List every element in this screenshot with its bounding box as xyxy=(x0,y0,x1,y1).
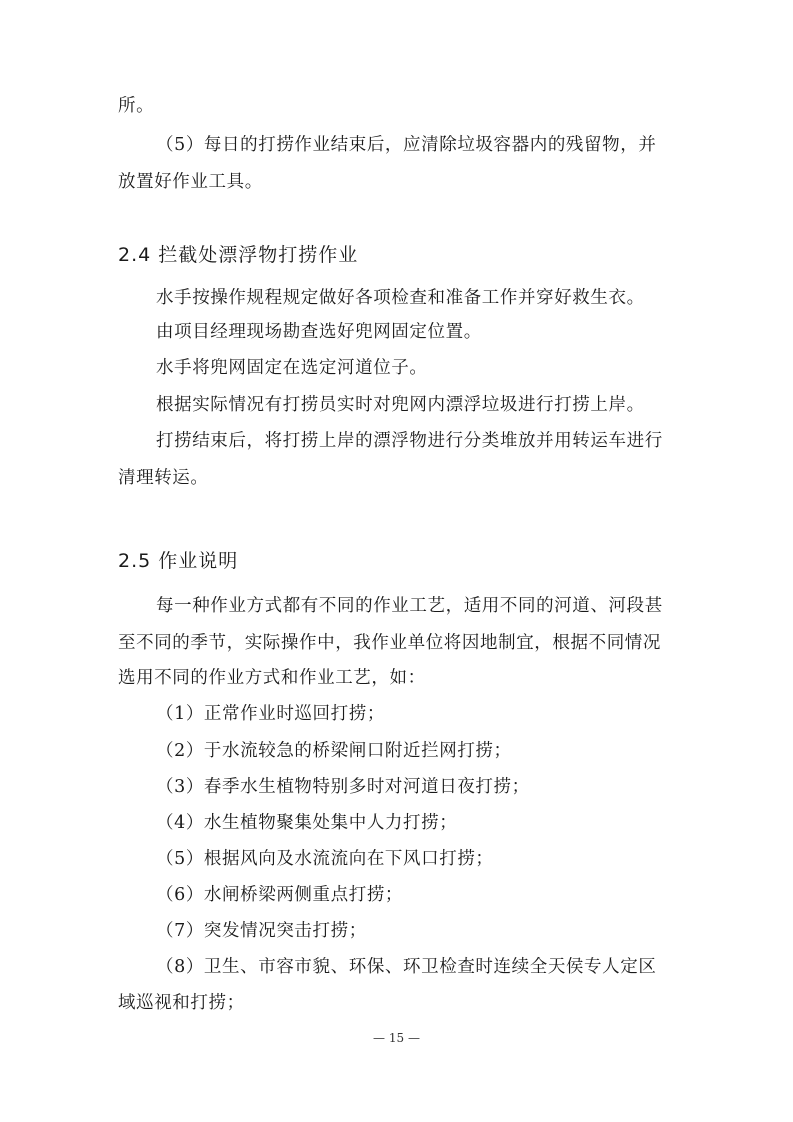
list-item: （7）突发情况突击打捞； xyxy=(156,921,367,941)
paragraph: 清理转运。 xyxy=(118,468,209,488)
paragraph: 至不同的季节，实际操作中，我作业单位将因地制宜，根据不同情况 xyxy=(118,633,661,653)
text-line: （5）每日的打捞作业结束后，应清除垃圾容器内的残留物，并 xyxy=(156,135,657,155)
paragraph: 水手按操作规程规定做好各项检查和准备工作并穿好救生衣。 xyxy=(156,288,645,308)
paragraph: 打捞结束后，将打捞上岸的漂浮物进行分类堆放并用转运车进行 xyxy=(156,431,663,451)
list-item: 域巡视和打捞； xyxy=(118,993,245,1013)
list-item: （8）卫生、市容市貌、环保、环卫检查时连续全天侯专人定区 xyxy=(156,957,657,977)
paragraph: 每一种作业方式都有不同的作业工艺，适用不同的河道、河段甚 xyxy=(156,596,663,616)
list-item: （2）于水流较急的桥梁闸口附近拦网打捞； xyxy=(156,741,512,761)
text-line: 放置好作业工具。 xyxy=(118,172,263,192)
list-item: （3）春季水生植物特别多时对河道日夜打捞； xyxy=(156,777,530,797)
paragraph: 根据实际情况有打捞员实时对兜网内漂浮垃圾进行打捞上岸。 xyxy=(156,395,645,415)
list-item: （4）水生植物聚集处集中人力打捞； xyxy=(156,813,458,833)
text-line: 所。 xyxy=(118,96,155,116)
paragraph: 选用不同的作业方式和作业工艺，如： xyxy=(118,668,426,688)
list-item: （6）水闸桥梁两侧重点打捞； xyxy=(156,885,404,905)
paragraph: 由项目经理现场勘查选好兜网固定位置。 xyxy=(156,322,482,342)
section-heading-2-4: 2.4 拦截处漂浮物打捞作业 xyxy=(118,244,359,266)
list-item: （5）根据风向及水流流向在下风口打捞； xyxy=(156,849,494,869)
list-item: （1）正常作业时巡回打捞； xyxy=(156,704,385,724)
page-number: — 15 — xyxy=(373,1031,420,1045)
section-heading-2-5: 2.5 作业说明 xyxy=(118,550,239,572)
paragraph: 水手将兜网固定在选定河道位子。 xyxy=(156,358,428,378)
